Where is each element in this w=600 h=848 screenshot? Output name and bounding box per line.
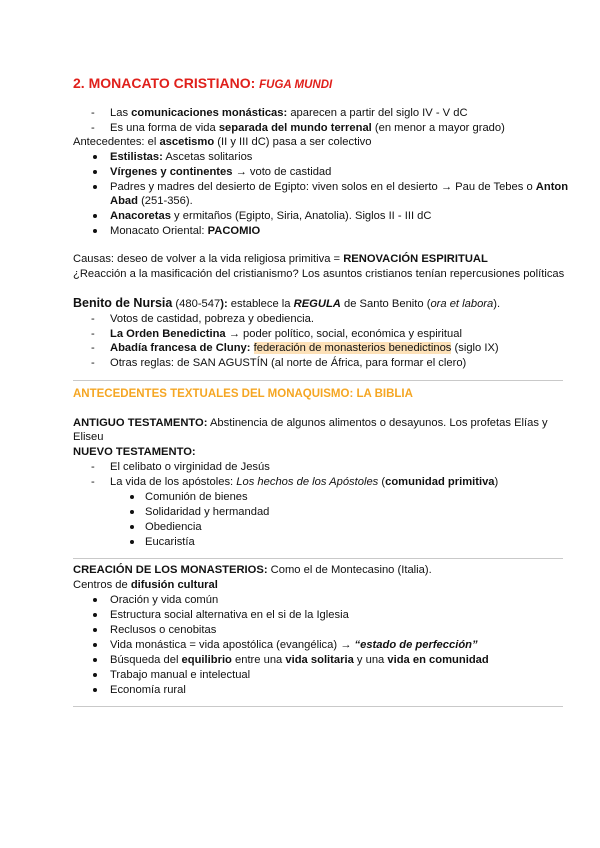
bullet-marker <box>93 229 97 233</box>
bullet-marker <box>93 658 97 662</box>
sub-list-item: Obediencia <box>145 521 202 533</box>
list-item: Estilistas: Ascetas solitarios <box>110 151 253 163</box>
list-item: Padres y madres del desierto de Egipto: viven solos en el desierto → Pau de Tebes o Anton <box>110 181 569 193</box>
list-item-continuation: Abad (251-356). <box>110 195 193 207</box>
divider <box>73 558 563 559</box>
bullet-marker <box>130 525 134 529</box>
bullet-marker <box>130 540 134 544</box>
dash-marker: - <box>91 476 95 488</box>
benito-item: Votos de castidad, pobreza y obediencia. <box>110 313 315 325</box>
antecedentes-line: Antecedentes: el ascetismo (II y III dC) pasa a ser colectivo <box>73 136 372 148</box>
list-item: Trabajo manual e intelectual <box>110 669 251 681</box>
dash-marker: - <box>91 461 95 473</box>
bullet-marker <box>93 643 97 647</box>
bullet-marker <box>93 155 97 159</box>
benito-line: Benito de Nursia (480-547): establece la REGULA de Santo Benito (ora et labora). <box>73 296 501 310</box>
benito-item: Abadía francesa de Cluny: federación de monasterios benedictinos (siglo IX) <box>110 342 499 354</box>
antiguo-testamento-cont: Eliseu <box>73 431 104 443</box>
list-item: Estructura social alternativa en el si de la Iglesia <box>110 609 349 621</box>
bullet-marker <box>93 598 97 602</box>
bullet-marker <box>93 688 97 692</box>
bullet-marker <box>93 673 97 677</box>
intro-line-1: Las comunicaciones monásticas: aparecen a partir del siglo IV - V dC <box>110 107 468 119</box>
section-subtitle: FUGA MUNDI <box>259 79 333 91</box>
dash-marker: - <box>91 328 95 340</box>
bullet-marker <box>93 170 97 174</box>
list-item: Monacato Oriental: PACOMIO <box>110 225 261 237</box>
sub-list-item: Eucaristía <box>145 536 195 548</box>
bullet-marker <box>130 510 134 514</box>
section-number: 2. MONACATO CRISTIANO: <box>73 75 256 91</box>
list-item: Vírgenes y continentes → voto de castidad <box>110 166 332 178</box>
list-item: Vida monástica = vida apostólica (evangélica) → “estado de perfección” <box>110 639 478 651</box>
list-item: Economía rural <box>110 684 186 696</box>
list-item: Oración y vida común <box>110 594 219 606</box>
nt-item: La vida de los apóstoles: Los hechos de los Apóstoles (comunidad primitiva) <box>110 476 499 488</box>
antiguo-testamento-line: ANTIGUO TESTAMENTO: Abstinencia de algunos alimentos o desayunos. Los profetas Elías y <box>73 417 548 429</box>
dash-marker: - <box>91 313 95 325</box>
nuevo-testamento-label: NUEVO TESTAMENTO: <box>73 446 196 458</box>
intro-line-2: Es una forma de vida separada del mundo terrenal (en menor a mayor grado) <box>110 122 505 134</box>
dash-marker: - <box>91 122 95 134</box>
bullet-marker <box>130 495 134 499</box>
bullet-marker <box>93 628 97 632</box>
dash-marker: - <box>91 342 95 354</box>
dash-marker: - <box>91 107 95 119</box>
reaccion-line: ¿Reacción a la masificación del cristianismo? Los asuntos cristianos tenían repercusiones políticas <box>73 268 565 280</box>
dash-marker: - <box>91 357 95 369</box>
section-title <box>73 74 332 94</box>
bullet-marker <box>93 214 97 218</box>
divider <box>73 706 563 707</box>
list-item: Búsqueda del equilibrio entre una vida solitaria y una vida en comunidad <box>110 654 489 666</box>
sub-list-item: Solidaridad y hermandad <box>145 506 270 518</box>
list-item: Anacoretas y ermitaños (Egipto, Siria, Anatolia). Siglos II - III dC <box>110 210 432 222</box>
sub-list-item: Comunión de bienes <box>145 491 248 503</box>
benito-item: La Orden Benedictina → poder político, social, económica y espiritual <box>110 328 462 340</box>
bullet-marker <box>93 185 97 189</box>
list-item: Reclusos o cenobitas <box>110 624 217 636</box>
monasterios-heading: CREACIÓN DE LOS MONASTERIOS: Como el de Montecasino (Italia). <box>73 564 432 576</box>
bullet-marker <box>93 613 97 617</box>
biblia-heading: ANTECEDENTES TEXTUALES DEL MONAQUISMO: LA BIBLIA <box>73 388 413 400</box>
nt-item: El celibato o virginidad de Jesús <box>110 461 270 473</box>
centros-line: Centros de difusión cultural <box>73 579 218 591</box>
divider <box>73 380 563 381</box>
causas-line: Causas: deseo de volver a la vida religiosa primitiva = RENOVACIÓN ESPIRITUAL <box>73 253 488 265</box>
benito-item: Otras reglas: de SAN AGUSTÍN (al norte de África, para formar el clero) <box>110 357 467 369</box>
highlighted-text: federación de monasterios benedictinos <box>253 342 452 354</box>
